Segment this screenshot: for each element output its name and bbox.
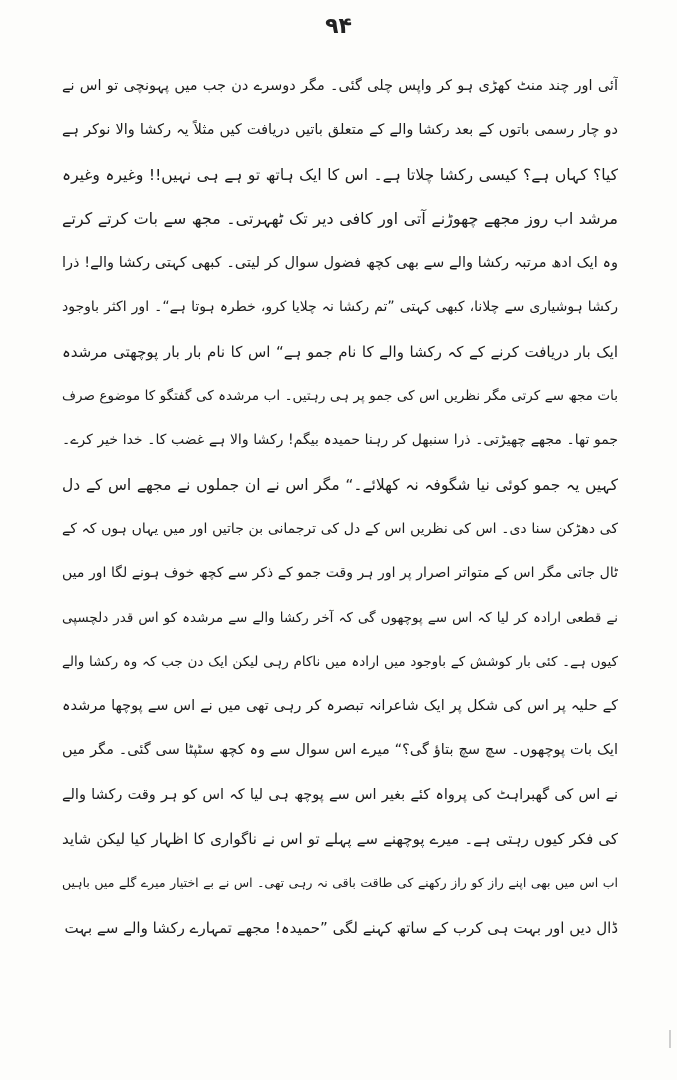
text-line: بات مجھ سے کرتی مگر نظریں اس کی جمو پر ہی رہتیں۔ اب مرشدہ کی گفتگو کا موضوع صرف: [62, 388, 618, 405]
text-line: کی فکر کیوں رہتی ہے۔ میرے پوچھنے سے پہلے تو اس نے ناگواری کا اظہار کیا لیکن شاید: [62, 830, 618, 849]
text-line: دو چار رسمی باتوں کے بعد رکشا والے کے متعلق باتیں دریافت کیں مثلاً یہ رکشا والا نوکر ہے: [62, 122, 618, 139]
text-line: ایک بار دریافت کرنے کے کہ رکشا والے کا نام جمو ہے“ اس کا نام بار بار پوچھتی مرشدہ: [62, 342, 618, 361]
text-line: کی دھڑکن سنا دی۔ اس کی نظریں اس کے دل کی ترجمانی بن جاتیں اور میں یہاں ہوں کہ کے: [62, 520, 618, 537]
text-line: ٹال جاتی مگر اس کے متواتر اصرار پر اور ہر وقت جمو کے ذکر سے کچھ خوف ہونے لگا اور میں: [62, 565, 618, 582]
body-text: [62, 64, 618, 950]
text-line: کے حلیہ پر اس کی شکل پر ایک شاعرانہ تبصرہ کر رہی تھی میں نے اس سے پوچھا مرشدہ: [62, 698, 618, 715]
text-line: نے اس کی گھبراہٹ کی پرواہ کئے بغیر اس سے پوچھ ہی لیا کہ اس کو ہر وقت رکشا والے: [62, 786, 618, 803]
text-line: کیا؟ کہاں ہے؟ کیسی رکشا چلاتا ہے۔ اس کا ایک ہاتھ تو ہے ہی نہیں!! وغیرہ وغیرہ: [62, 165, 618, 184]
text-line: ڈال دیں اور بہت ہی کرب کے ساتھ کہنے لگی ”حمیدہ! مجھے تمہارے رکشا والے سے بہت: [64, 918, 618, 937]
text-line: آئی اور چند منٹ کھڑی ہو کر واپس چلی گئی۔ مگر دوسرے دن جب میں پہونچی تو اس نے: [62, 78, 618, 94]
text-line: نے قطعی ارادہ کر لیا کہ اس سے پوچھوں گی کہ آخر رکشا والے سے مرشدہ کو اس قدر دلچسپی: [62, 609, 618, 626]
text-line: اب اس میں بھی اپنے راز کو راز رکھنے کی طاقت باقی نہ رہی تھی۔ اس نے بے اختیار میرے گلے میں باہیں: [62, 875, 618, 891]
text-line: وہ ایک ادھ مرتبہ رکشا والے سے بھی کچھ فضول سوال کر لیتی۔ کبھی کہتی رکشا والے! ذرا: [62, 255, 618, 272]
text-line: ایک بات پوچھوں۔ سچ سچ بتاؤ گی؟“ میرے اس سوال سے وہ کچھ سٹپٹا سی گئی۔ مگر میں: [62, 742, 618, 759]
text-line: رکشا ہوشیاری سے چلانا، کبھی کہتی ”تم رکشا نہ چلایا کرو، خطرہ ہوتا ہے“۔ اور اکثر باوجود: [62, 299, 618, 316]
text-line: جمو تھا۔ مجھے چھیڑتی۔ ذرا سنبھل کر رہنا حمیدہ بیگم! رکشا والا ہے غضب کا۔ خدا خیر کرے۔: [62, 432, 618, 449]
text-line: مرشد اب روز مجھے چھوڑنے آتی اور کافی دیر تک ٹھہرتی۔ مجھ سے بات کرتے کرتے: [62, 208, 618, 228]
text-line: کیوں ہے۔ کئی بار کوشش کے باوجود میں ارادہ میں ناکام رہی لیکن ایک دن جب کہ وہ رکشا والے: [62, 653, 618, 670]
page-number: ۹۴: [325, 14, 352, 39]
text-line: کہیں یہ جمو کوئی نیا شگوفہ نہ کھلائے۔“ مگر اس نے ان جملوں نے مجھے اس کے دل: [62, 475, 618, 494]
page-edge-mark: [659, 1030, 671, 1048]
